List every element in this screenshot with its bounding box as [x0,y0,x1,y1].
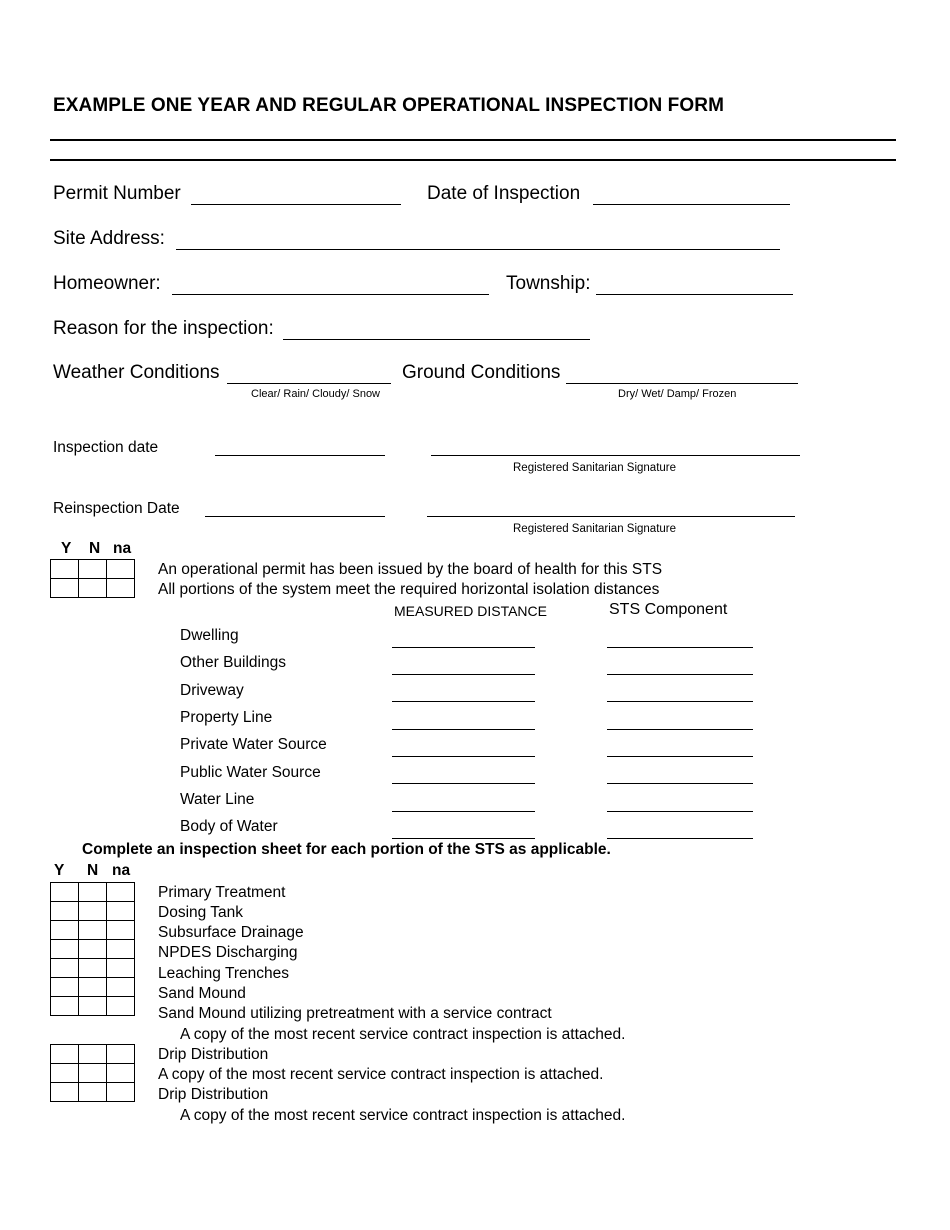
checkbox-y[interactable] [51,1045,79,1064]
distance-row-label: Body of Water [180,818,278,835]
checkbox-na[interactable] [107,997,135,1016]
component-label: Sand Mound [158,985,246,1002]
checkbox-y[interactable] [51,1064,79,1083]
contract-note: A copy of the most recent service contract inspection is attached. [180,1107,626,1124]
sts-component-field[interactable] [607,756,753,757]
checkbox-n[interactable] [79,883,107,902]
reason-field[interactable] [283,339,590,340]
checkbox-y[interactable] [51,921,79,940]
sts-component-field[interactable] [607,701,753,702]
permit-number-label: Permit Number [53,183,181,204]
sts-component-field[interactable] [607,783,753,784]
checkbox-n[interactable] [79,579,107,598]
inspection-signature-caption: Registered Sanitarian Signature [513,462,677,474]
checkbox-n[interactable] [79,902,107,921]
check-header-na: na [112,862,131,879]
checkbox-n[interactable] [79,940,107,959]
reinspection-signature-field[interactable] [427,516,795,517]
checkbox-n[interactable] [79,560,107,579]
component-label: NPDES Discharging [158,944,298,961]
reinspection-signature-caption: Registered Sanitarian Signature [513,523,677,535]
component-checkbox-grid [50,882,135,1016]
checkbox-row [51,978,135,997]
checkbox-y[interactable] [51,1083,79,1102]
sts-component-field[interactable] [607,811,753,812]
measured-distance-field[interactable] [392,701,535,702]
distance-row-label: Private Water Source [180,736,327,753]
checkbox-na[interactable] [107,921,135,940]
checkbox-row [51,560,135,579]
check-header-na: na [113,540,132,557]
measured-distance-field[interactable] [392,783,535,784]
component-label: Subsurface Drainage [158,924,304,941]
date-of-inspection-field[interactable] [593,204,790,205]
checkbox-na[interactable] [107,883,135,902]
checkbox-y[interactable] [51,997,79,1016]
weather-field[interactable] [227,383,391,384]
checkbox-na[interactable] [107,902,135,921]
checkbox-y[interactable] [51,978,79,997]
checkbox-row [51,902,135,921]
checkbox-row [51,579,135,598]
permit-statement: An operational permit has been issued by the board of health for this STS [158,561,663,578]
component-label: Sand Mound utilizing pretreatment with a service contract [158,1005,552,1022]
permit-number-field[interactable] [191,204,401,205]
sts-component-field[interactable] [607,647,753,648]
reinspection-date-label: Reinspection Date [53,500,180,517]
checkbox-na[interactable] [107,1045,135,1064]
checkbox-row [51,921,135,940]
weather-label: Weather Conditions [53,362,220,383]
measured-distance-header: MEASURED DISTANCE [394,603,547,619]
checkbox-y[interactable] [51,902,79,921]
checkbox-n[interactable] [79,1064,107,1083]
checkbox-na[interactable] [107,978,135,997]
checkbox-row [51,997,135,1016]
distance-row-label: Other Buildings [180,654,286,671]
checkbox-row [51,959,135,978]
check-header-n: N [89,540,101,557]
checkbox-y[interactable] [51,560,79,579]
component-label: Leaching Trenches [158,965,289,982]
homeowner-label: Homeowner: [53,273,161,294]
measured-distance-field[interactable] [392,811,535,812]
component-label: Dosing Tank [158,904,244,921]
checkbox-row [51,1045,135,1064]
form-title: EXAMPLE ONE YEAR AND REGULAR OPERATIONAL INSPECTION FORM [53,95,724,116]
checkbox-na[interactable] [107,579,135,598]
checkbox-na[interactable] [107,940,135,959]
checkbox-n[interactable] [79,959,107,978]
distance-row-label: Property Line [180,709,273,726]
inspection-date-label: Inspection date [53,439,159,456]
drip-checkbox-grid [50,1044,135,1102]
inspection-date-field[interactable] [215,455,385,456]
date-of-inspection-label: Date of Inspection [427,183,581,204]
title-rule-bottom [50,159,896,161]
township-label: Township: [506,273,591,294]
ground-field[interactable] [566,383,798,384]
checkbox-row [51,1083,135,1102]
checkbox-y[interactable] [51,883,79,902]
township-field[interactable] [596,294,793,295]
weather-hint: Clear/ Rain/ Cloudy/ Snow [251,388,381,400]
distance-row-label: Public Water Source [180,764,321,781]
measured-distance-field[interactable] [392,674,535,675]
checkbox-na[interactable] [107,959,135,978]
site-address-field[interactable] [176,249,780,250]
measured-distance-field[interactable] [392,647,535,648]
title-rule-top [50,139,896,141]
sts-component-header: STS Component [609,601,728,618]
ground-label: Ground Conditions [402,362,561,383]
checkbox-row [51,1064,135,1083]
checkbox-n[interactable] [79,1083,107,1102]
check-header-y: Y [54,862,65,879]
component-label: Primary Treatment [158,884,286,901]
checkbox-row [51,883,135,902]
sts-component-field[interactable] [607,674,753,675]
checkbox-y[interactable] [51,940,79,959]
checkbox-na[interactable] [107,1064,135,1083]
sts-component-field[interactable] [607,838,753,839]
reinspection-date-field[interactable] [205,516,385,517]
check-header-n: N [87,862,99,879]
checkbox-n[interactable] [79,1045,107,1064]
inspection-signature-field[interactable] [431,455,800,456]
contract-note: A copy of the most recent service contract inspection is attached. [158,1066,604,1083]
site-address-label: Site Address: [53,228,165,249]
checkbox-n[interactable] [79,997,107,1016]
checkbox-n[interactable] [79,978,107,997]
checkbox-row [51,940,135,959]
homeowner-field[interactable] [172,294,489,295]
sts-component-field[interactable] [607,729,753,730]
instruction-text: Complete an inspection sheet for each portion of the STS as applicable. [82,841,611,858]
checkbox-y[interactable] [51,959,79,978]
distance-row-label: Dwelling [180,627,239,644]
drip-distribution-label: Drip Distribution [158,1046,269,1063]
measured-distance-field[interactable] [392,756,535,757]
permit-checkbox-grid [50,559,135,598]
distance-row-label: Water Line [180,791,255,808]
check-header-y: Y [61,540,72,557]
reason-label: Reason for the inspection: [53,318,274,339]
isolation-statement: All portions of the system meet the required horizontal isolation distances [158,581,660,598]
checkbox-na[interactable] [107,1083,135,1102]
measured-distance-field[interactable] [392,729,535,730]
drip-distribution-label: Drip Distribution [158,1086,269,1103]
checkbox-n[interactable] [79,921,107,940]
checkbox-y[interactable] [51,579,79,598]
ground-hint: Dry/ Wet/ Damp/ Frozen [618,388,737,400]
checkbox-na[interactable] [107,560,135,579]
measured-distance-field[interactable] [392,838,535,839]
distance-row-label: Driveway [180,682,244,699]
contract-note: A copy of the most recent service contract inspection is attached. [180,1026,626,1043]
